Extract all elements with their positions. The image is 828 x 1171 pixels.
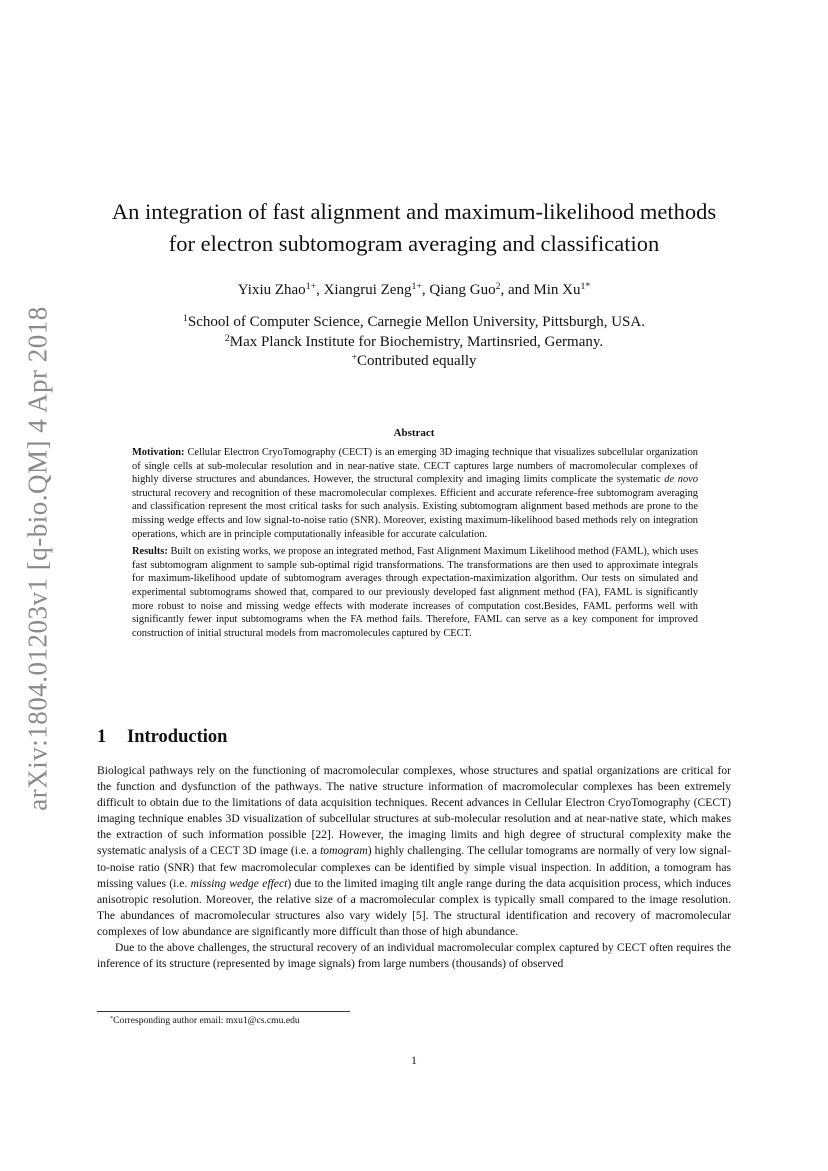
motivation-text: Cellular Electron CryoTomography (CECT) is an emerging 3D imaging technique that visualizes subcellular organization of single cells at sub-molecular resolution and in near-native state. CECT captures large numbers of macromolecular complexes of highly diverse structures and abundances. However, the structural complexity and imaging limits complicate the systematic [132, 447, 698, 486]
intro-emphasis-tomogram: tomogram [320, 844, 368, 858]
abstract-results-paragraph [132, 545, 698, 640]
affiliation-mark: 1 [183, 313, 188, 325]
abstract-motivation-paragraph [132, 446, 698, 541]
author-name: Min Xu [533, 282, 581, 298]
section-title: Introduction [127, 727, 228, 747]
paper-title [60, 196, 768, 260]
results-text: Built on existing works, we propose an integrated method, Fast Alignment Maximum Likelihood method (FAML), which uses fast subtomogram alignment to sample sub-optimal rigid transformations. The transformations are then used to approximate integrals for maximum-likelihood update of subtomogram averages through expectation-maximization algorithm. Our tests on simulated and experimental subtomograms showed that, compared to our previously developed fast alignment method (FA), FAML is significantly more robust to noise and missing wedge effects with moderate increases of computation cost.Besides, FAML performs well with significantly fewer input subtomograms when the FA method fails. Therefore, FAML can serve as a key component for improved construction of initial structural models from macromolecules captured by CECT. [132, 546, 698, 639]
intro-paragraph-2: Due to the above challenges, the structural recovery of an individual macromolecular complex captured by CECT often requires the inference of its structure (represented by image signals) from large numbers (thousands) of observed [97, 941, 731, 971]
affiliation-text: Max Planck Institute for Biochemistry, Martinsried, Germany. [229, 333, 604, 350]
author-mark: 1* [580, 281, 591, 293]
author-separator: , [316, 282, 324, 298]
intro-text: Biological pathways rely on the functioning of macromolecular complexes, whose structures and spatial organizations are critical for the function and dysfunction of the pathways. The native structure information of macromolecular complexes has been extremely difficult to obtain due to the limitations of data acquisition techniques. Recent advances in Cellular Electron CryoTomography (CECT) imaging technique enables 3D visualization of subcellular structures at sub-molecular resolution and at near-native state, which makes the extraction of such information possible [22]. However, the imaging limits and high degree of structural complexity make the systematic analysis of a CECT 3D image (i.e. a [97, 764, 731, 858]
author-mark: 2 [495, 281, 501, 293]
affiliation-item [60, 333, 768, 353]
abstract-heading: Abstract [393, 427, 435, 439]
author-name: Xiangrui Zeng [323, 282, 412, 298]
affiliation-mark: + [351, 352, 357, 364]
affiliation-list [60, 313, 768, 372]
affiliation-item [60, 313, 768, 333]
author-mark: 1+ [305, 281, 317, 293]
footnote-mark: * [110, 1014, 114, 1022]
results-label: Results: [132, 546, 168, 558]
author-list [60, 280, 768, 300]
intro-emphasis-missing-wedge: missing wedge effect [190, 876, 288, 890]
author-separator: , [421, 282, 430, 298]
title-line-2: for electron subtomogram averaging and classification [168, 231, 660, 256]
footnote-divider [97, 1011, 350, 1012]
intro-text: ) highly challenging. The cellular tomograms are normally of very low signal-to-noise ratio (SNR) that few macromolecular complexes can be identified by simple visual inspection. In addition, a tomogram has missing values (i.e. [97, 844, 731, 890]
affiliation-mark: 2 [224, 332, 230, 344]
footnote-text: Corresponding author email: mxu1@cs.cmu.edu [113, 1015, 300, 1026]
motivation-text-continued: structural recovery and recognition of these macromolecular complexes. Efficient and accurate reference-free subtomogram averaging and classification represent the most critical tasks for such analysis. Existing subtomogram alignment based methods are prone to the missing wedge effects and low signal-to-noise ratio (SNR). Moreover, existing maximum-likelihood based methods rely on integration operations, which are in principle computationally infeasible for accurate calculation. [132, 487, 698, 540]
page-number: 1 [411, 1055, 417, 1067]
introduction-body [97, 763, 731, 972]
abstract-body [132, 446, 698, 644]
author-name: Yixiu Zhao [237, 282, 306, 298]
intro-paragraph-1 [97, 763, 731, 940]
author-name: Qiang Guo [429, 282, 496, 298]
section-heading [97, 727, 227, 748]
affiliation-text: School of Computer Science, Carnegie Mellon University, Pittsburgh, USA. [187, 314, 645, 330]
title-line-1: An integration of fast alignment and maximum-likelihood methods [111, 199, 717, 224]
arxiv-identifier-text: arXiv:1804.01203v1 [q-bio.QM] 4 Apr 2018 [22, 305, 53, 811]
motivation-label: Motivation: [132, 447, 185, 458]
author-mark: 1+ [411, 281, 422, 293]
section-number: 1 [97, 727, 107, 747]
arxiv-identifier-stamp[interactable] [18, 298, 58, 818]
affiliation-text: Contributed equally [356, 353, 477, 369]
author-separator: , and [500, 282, 534, 298]
motivation-emphasis: de novo [664, 474, 698, 486]
footnote [110, 1015, 300, 1026]
intro-text: ) due to the limited imaging tilt angle range during the data acquisition process, which induces anisotropic resolution. Moreover, the relative size of a macromolecular complex is typically small compared to the image resolution. The abundances of macromolecular structures also vary widely [5]. The structural identification and recovery of macromolecular complexes of low abundance are significantly more difficult than those of high abundance. [97, 876, 732, 938]
affiliation-item [60, 352, 768, 372]
